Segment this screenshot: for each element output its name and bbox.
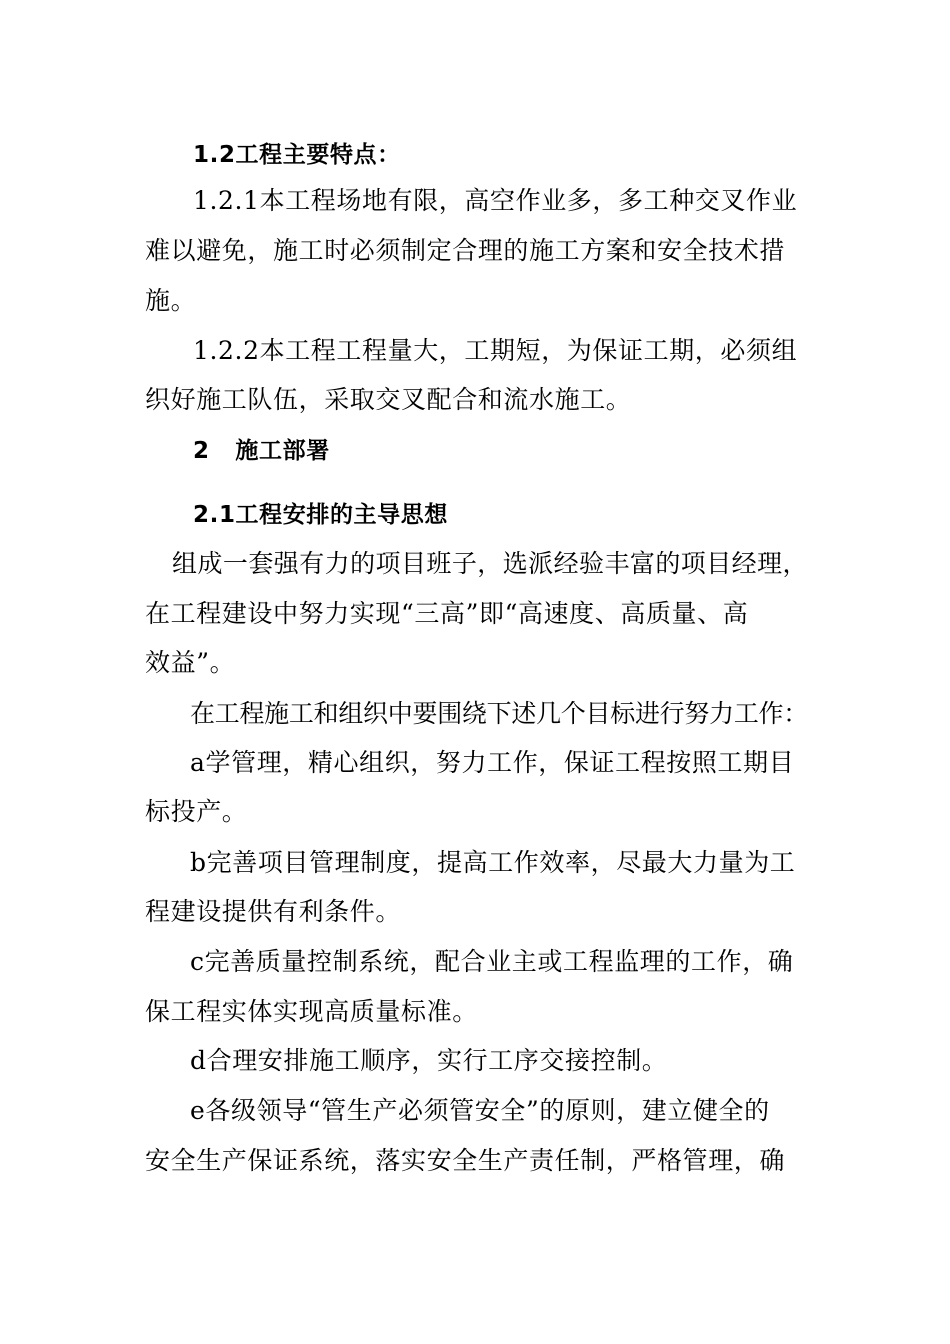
list-item-d-line-1: d合理安排施工顺序，实行工序交接控制。 bbox=[190, 1046, 668, 1075]
list-item-e-line-2: 安全生产保证系统，落实安全生产责任制，严格管理，确 bbox=[145, 1146, 786, 1175]
paragraph-goals-lead: 在工程施工和组织中要围绕下述几个目标进行努力工作： bbox=[190, 699, 809, 728]
list-item-b-line-1: b完善项目管理制度，提高工作效率，尽最大力量为工 bbox=[190, 848, 796, 877]
section-heading-1-2: 1.2工程主要特点： bbox=[193, 142, 401, 168]
paragraph-1-2-1-line-1: 1.2.1本工程场地有限，高空作业多，多工种交叉作业 bbox=[193, 186, 798, 215]
section-heading-2: 2 施工部署 bbox=[193, 438, 330, 464]
paragraph-1-2-2-line-2: 织好施工队伍，采取交叉配合和流水施工。 bbox=[145, 385, 632, 414]
list-item-e-line-1: e各级领导“管生产必须管安全”的原则，建立健全的 bbox=[190, 1096, 770, 1125]
paragraph-intro-line-2: 在工程建设中努力实现“三高”即“高速度、高质量、高 bbox=[145, 599, 749, 628]
paragraph-1-2-2-line-1: 1.2.2本工程工程量大，工期短，为保证工期，必须组 bbox=[193, 336, 798, 365]
paragraph-intro-line-1: 组成一套强有力的项目班子，选派经验丰富的项目经理， bbox=[172, 549, 809, 578]
paragraph-1-2-1-line-2: 难以避免，施工时必须制定合理的施工方案和安全技术措 bbox=[145, 236, 786, 265]
paragraph-intro-line-3: 效益”。 bbox=[145, 648, 236, 677]
list-item-c-line-1: c完善质量控制系统，配合业主或工程监理的工作，确 bbox=[190, 947, 794, 976]
list-item-c-line-2: 保工程实体实现高质量标准。 bbox=[145, 997, 478, 1026]
list-item-a-line-1: a学管理，精心组织，努力工作，保证工程按照工期目 bbox=[190, 748, 795, 777]
section-heading-2-1: 2.1工程安排的主导思想 bbox=[193, 502, 448, 528]
list-item-b-line-2: 程建设提供有利条件。 bbox=[145, 897, 402, 926]
list-item-a-line-2: 标投产。 bbox=[145, 797, 248, 826]
paragraph-1-2-1-line-3: 施。 bbox=[145, 286, 197, 315]
